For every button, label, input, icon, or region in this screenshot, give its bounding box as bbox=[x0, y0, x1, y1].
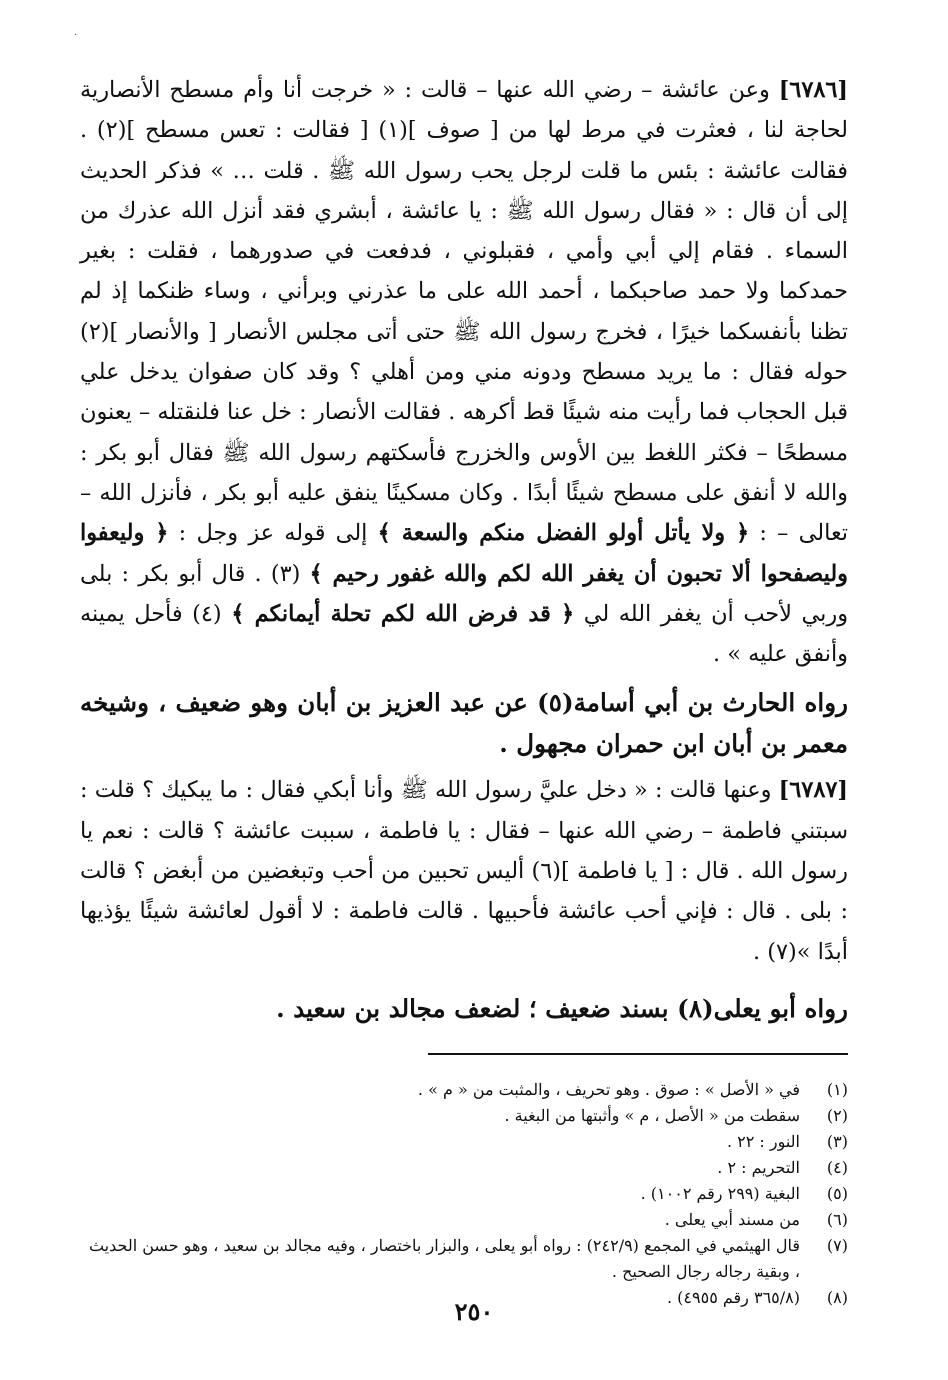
hadith-text: (٤) فأحل يمينه وأنفق عليه » . bbox=[80, 600, 848, 668]
hadith-text: وعن عائشة – رضي الله عنها – قالت : « خرجت أنا وأم مسطح الأنصارية لحاجة لنا ، فعثرت في مرط لها من [ صوف ](١) [ فقالت : تعس مسطح ](٢) . فقالت عائشة : بئس ما قلت لرجل يحب رسول الله ﷺ . قلت … » فذكر الحديث إلى أن قال : « فقال رسول الله ﷺ : يا عائشة ، أبشري فقد أنزل الله عذرك من السماء . فقام إلي أبي وأمي ، فقبلوني ، فدفعت في صدورهما ، فقلت : بغير حمدكما ولا حمد صاحبكما ، أحمد الله على ما عذرني وبرأني ، وساء ظنكما إذ لم تظنا بأنفسكما خيرًا ، فخرج رسول الله ﷺ حتى أتى مجلس الأنصار [ والأنصار ](٢) حوله فقال : ما يريد مسطح ودونه مني ومن أهلي ؟ وقد كان صفوان يدخل علي قبل الحجاب فما رأيت منه شيئًا قط أكرهه . فقالت الأنصار : خل عنا فلنقتله – يعنون مسطحًا – فكثر اللغط بين الأوس والخزرج فأسكتهم رسول الله ﷺ فقال أبو بكر : والله لا أنفق على مسطح شيئًا أبدًا . وكان مسكينًا ينفق عليه أبو بكر ، فأنزل الله – تعالى – : bbox=[80, 77, 848, 547]
quran-verse: ﴿ قد فرض الله لكم تحلة أيمانكم ﴾ bbox=[231, 600, 575, 627]
footnote bbox=[80, 1129, 848, 1155]
scan-mark: · bbox=[74, 30, 78, 41]
hadith-number: [٦٧٨٧] bbox=[778, 777, 848, 804]
narration-grading: رواه أبو يعلى(٨) بسند ضعيف ؛ لضعف مجالد بن سعيد . bbox=[276, 993, 848, 1023]
hadith-text: وعنها قالت : « دخل عليَّ رسول الله ﷺ وأنا أبكي فقال : ما يبكيك ؟ قلت : سبتني فاطمة – رضي الله عنها – فقال : يا فاطمة ، سببت عائشة ؟ قالت : نعم يا رسول الله . قال : [ يا فاطمة ](٦) أليس تحبين من أحب وتبغضين من أبغض ؟ قالت : بلى . قال : فإني أحب عائشة فأحبيها . قالت فاطمة : لا أقول لعائشة شيئًا يؤذيها أبدًا »(٧) . bbox=[80, 777, 848, 965]
hadith-number: [٦٧٨٦] bbox=[778, 77, 849, 103]
footnote bbox=[80, 1233, 848, 1285]
footnote bbox=[80, 1181, 848, 1207]
footnote bbox=[80, 1207, 848, 1233]
footnote-number: (٥) bbox=[826, 1183, 848, 1203]
footnote-text: سقطت من « الأصل ، م » وأثبتها من البغية . bbox=[504, 1105, 800, 1125]
footnote bbox=[80, 1155, 848, 1181]
footnote-text: التحريم : ٢ . bbox=[717, 1157, 800, 1177]
footnote-number: (٤) bbox=[826, 1157, 848, 1177]
footnote-number: (٦) bbox=[826, 1209, 848, 1229]
hadith-text: (٣) . قال أبو بكر : بلى وربي لأحب أن يغفر الله لي bbox=[80, 560, 849, 627]
footnote-number: (٢) bbox=[826, 1105, 848, 1125]
footnote-number: (٧) bbox=[826, 1235, 848, 1255]
footnote-text: قال الهيثمي في المجمع (٢٤٢/٩) : رواه أبو يعلى ، والبزار باختصار ، وفيه مجالد بن سعيد ، وهو حسن الحديث ، وبقية رجاله رجال الصحيح . bbox=[88, 1235, 800, 1281]
footnote-number: (١) bbox=[826, 1079, 848, 1099]
hadith-6786 bbox=[80, 70, 848, 674]
narration-grading: رواه الحارث بن أبي أسامة(٥) عن عبد العزيز بن أبان وهو ضعيف ، وشيخه معمر بن أبان ابن حمران مجهول . bbox=[80, 688, 848, 759]
hadith-text: إلى قوله عز وجل : bbox=[178, 520, 368, 547]
footnotes bbox=[80, 1077, 848, 1311]
footnote-text: (٣٦٥/٨ رقم ٤٩٥٥) . bbox=[666, 1287, 800, 1307]
footnote-separator bbox=[428, 1053, 848, 1055]
footnote-text: من مسند أبي يعلى . bbox=[664, 1209, 800, 1229]
footnote-text: النور : ٢٢ . bbox=[726, 1131, 800, 1151]
footnote-number: (٣) bbox=[826, 1131, 848, 1151]
quran-verse: ﴿ وليعفوا وليصفحوا ألا تحبون أن يغفر الله لكم والله غفور رحيم ﴾ bbox=[80, 520, 848, 587]
quran-verse: ﴿ ولا يأتل أولو الفضل منكم والسعة ﴾ bbox=[377, 520, 750, 547]
page-number: ٢٥٠ bbox=[454, 1297, 494, 1326]
hadith-6787 bbox=[80, 770, 848, 971]
footnote-text: في « الأصل » : صوق . وهو تحريف ، والمثبت من « م » . bbox=[417, 1079, 800, 1099]
footnote bbox=[80, 1077, 848, 1103]
footnote bbox=[80, 1103, 848, 1129]
footnote-text: البغية (٢٩٩ رقم ١٠٠٢) . bbox=[640, 1183, 800, 1203]
footnote-number: (٨) bbox=[826, 1287, 848, 1307]
